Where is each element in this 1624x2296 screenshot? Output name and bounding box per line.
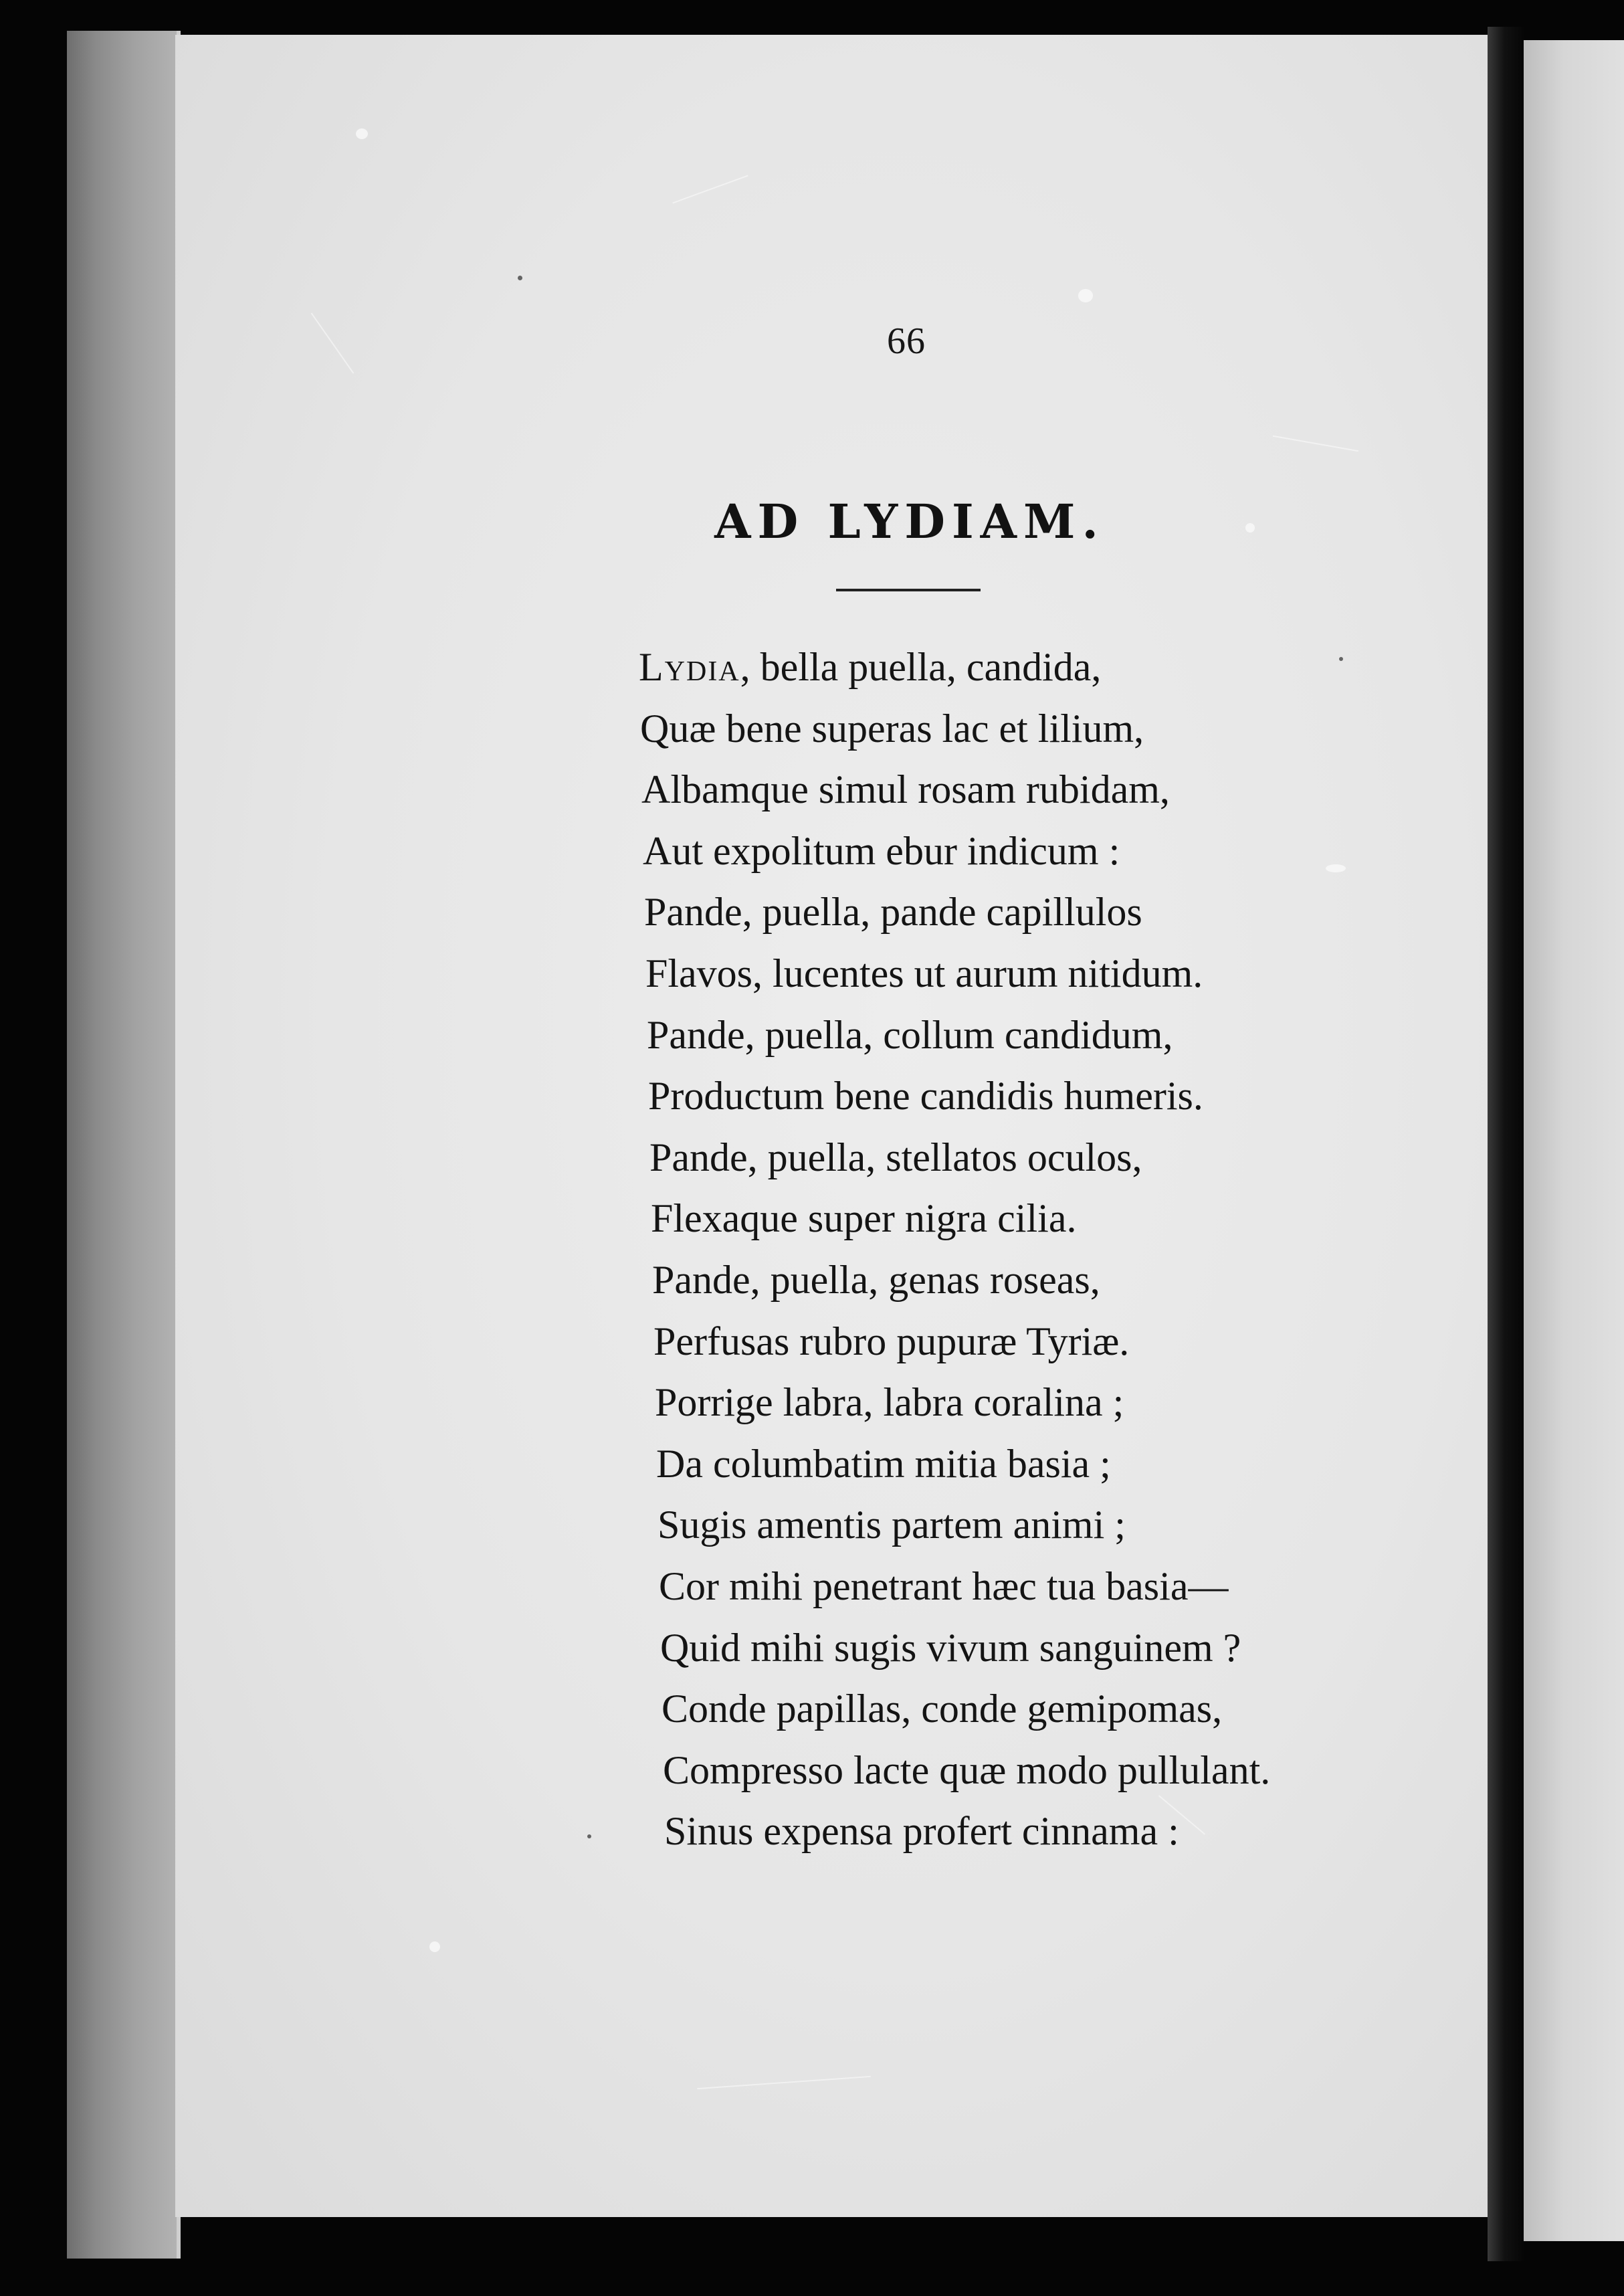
poem-line: Pande, puella, genas roseas,: [652, 1257, 1100, 1302]
book-page-edge: [67, 31, 181, 2259]
paper-speck: [1326, 864, 1346, 872]
poem-line: Productum bene candidis humeris.: [648, 1074, 1203, 1119]
poem-line: Sinus expensa profert cinnama :: [664, 1809, 1179, 1854]
paper-speck: [1339, 657, 1343, 661]
poem-line: Conde papillas, conde gemipomas,: [662, 1687, 1223, 1731]
poem-line: Pande, puella, stellatos oculos,: [649, 1135, 1142, 1179]
poem-line: Flavos, lucentes ut aurum nitidum.: [645, 951, 1203, 995]
title-divider: [836, 589, 981, 591]
paper-scratch: [697, 2076, 871, 2089]
page-number: 66: [887, 320, 926, 362]
paper-scratch: [672, 175, 748, 204]
paper-speck: [1078, 289, 1093, 302]
poem-first-word: Lydia: [639, 645, 740, 689]
paper-speck: [587, 1834, 591, 1838]
poem-line: [639, 637, 1270, 698]
poem-line: Cor mihi penetrant hæc tua basia—: [659, 1563, 1229, 1608]
poem-line: Quæ bene superas lac et lilium,: [640, 706, 1144, 751]
poem-line: Aut expolitum ebur indicum :: [643, 828, 1120, 873]
poem-title: AD LYDIAM.: [714, 494, 1105, 549]
poem-line-text: , bella puella, candida,: [740, 645, 1102, 689]
facing-page: [1524, 40, 1624, 2241]
poem-line: Da columbatim mitia basia ;: [656, 1441, 1111, 1486]
poem-line: Perfusas rubro pupuræ Tyriæ.: [653, 1319, 1130, 1363]
poem-line: Albamque simul rosam rubidam,: [641, 767, 1170, 812]
poem-line: Quid mihi sugis vivum sanguinem ?: [660, 1625, 1241, 1670]
paper-speck: [356, 128, 368, 139]
poem-line: Porrige labra, labra coralina ;: [655, 1380, 1124, 1425]
poem-line: Compresso lacte quæ modo pullulant.: [663, 1747, 1271, 1792]
paper-speck: [518, 276, 522, 280]
poem-line: Pande, puella, collum candidum,: [647, 1012, 1173, 1057]
paper-scratch: [1273, 436, 1358, 452]
poem-line: Sugis amentis partem animi ;: [657, 1503, 1126, 1547]
poem-line: Pande, puella, pande capillulos: [644, 890, 1142, 935]
poem-body: [639, 637, 1270, 1862]
poem-line: Flexaque super nigra cilia.: [651, 1196, 1077, 1241]
paper-speck: [429, 1941, 440, 1952]
